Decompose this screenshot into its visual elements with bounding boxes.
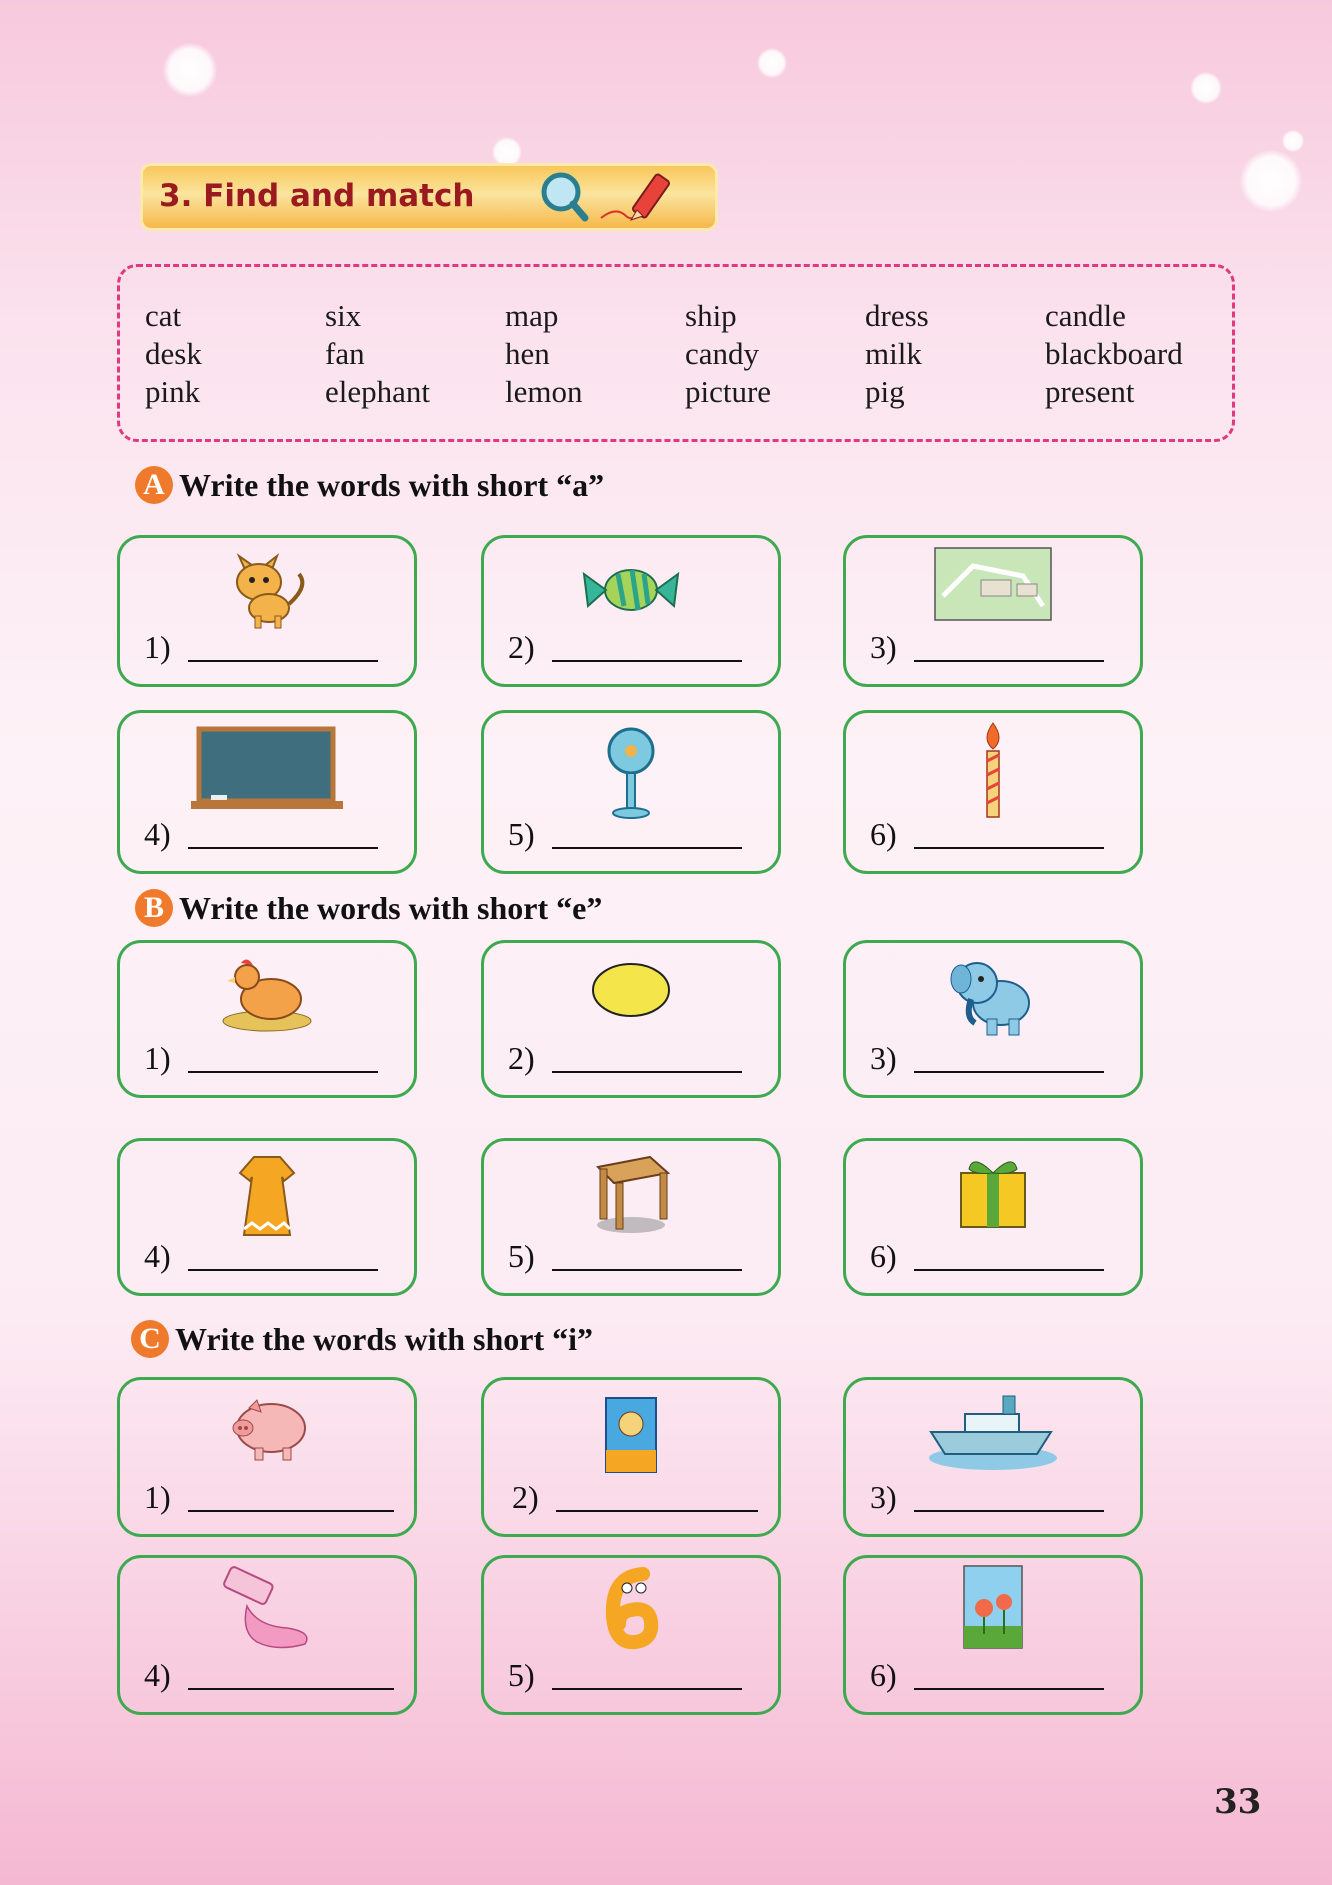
answer-card [843,940,1143,1098]
answer-card [481,940,781,1098]
item-number: 1) [144,1479,171,1515]
pig-icon [219,1388,315,1468]
dress-icon [232,1153,302,1239]
item-number: 1) [144,1040,171,1076]
item-number: 1) [144,629,171,665]
magnifier-pencil-icon [531,166,701,228]
word-dress: dress [865,298,929,333]
answer-card [843,535,1143,687]
item-number: 5) [508,1238,535,1274]
answer-blank[interactable] [914,1269,1104,1271]
word-desk: desk [145,336,202,371]
answer-card [117,535,417,687]
answer-blank[interactable] [556,1510,758,1512]
item-number: 6) [870,816,897,852]
word-six: six [325,298,362,333]
answer-blank[interactable] [552,1688,742,1690]
blackboard-icon [189,725,345,811]
answer-blank[interactable] [188,1688,394,1690]
item-number: 4) [144,1238,171,1274]
section-badge: C [131,1320,169,1358]
answer-blank[interactable] [914,847,1104,849]
hen-icon [219,951,315,1035]
section-c-heading [131,1320,593,1358]
answer-blank[interactable] [188,660,378,662]
page-number: 33 [1214,1782,1262,1822]
item-number: 6) [870,1238,897,1274]
candle-icon [973,721,1013,821]
pink-paint-icon [217,1566,317,1650]
word-milk: milk [865,336,922,371]
desk-icon [588,1153,674,1235]
answer-card [117,1555,417,1715]
word-lemon: lemon [505,374,583,409]
map-icon [933,546,1053,622]
answer-blank[interactable] [188,1071,378,1073]
answer-blank[interactable] [552,847,742,849]
section-instruction: Write the words with short “i” [175,1320,594,1357]
answer-card [843,710,1143,874]
word-candy: candy [685,336,760,371]
section-a-heading [135,466,604,504]
answer-card [481,1555,781,1715]
answer-card [117,1138,417,1296]
answer-card [843,1555,1143,1715]
answer-blank[interactable] [552,660,742,662]
answer-card [843,1138,1143,1296]
word-bank-row [145,335,1225,373]
item-number: 3) [870,1040,897,1076]
bubble-decoration [163,43,217,97]
word-map: map [505,298,559,333]
elephant-icon [943,951,1043,1039]
answer-card [117,710,417,874]
bubble-decoration [757,48,787,78]
ship-icon [925,1392,1061,1474]
answer-blank[interactable] [914,660,1104,662]
answer-blank[interactable] [914,1510,1104,1512]
item-number: 4) [144,1657,171,1693]
answer-blank[interactable] [188,1510,394,1512]
fan-icon [596,725,666,821]
bubble-decoration [492,137,522,167]
item-number: 2) [508,629,535,665]
answer-blank[interactable] [552,1269,742,1271]
word-cat: cat [145,298,182,333]
lemon-icon [589,957,673,1023]
word-bank [117,264,1235,442]
item-number: 3) [870,1479,897,1515]
word-candle: candle [1045,298,1126,333]
section-badge: A [135,466,173,504]
answer-card [481,1377,781,1537]
answer-blank[interactable] [914,1071,1104,1073]
candy-icon [576,546,686,630]
word-blackboard: blackboard [1045,336,1183,371]
item-number: 2) [512,1479,539,1515]
item-number: 5) [508,1657,535,1693]
section-instruction: Write the words with short “a” [179,466,605,503]
title-banner [143,166,715,228]
answer-card [481,535,781,687]
word-pig: pig [865,374,905,409]
word-fan: fan [325,336,365,371]
answer-blank[interactable] [188,1269,378,1271]
item-number: 4) [144,816,171,852]
item-number: 5) [508,816,535,852]
answer-blank[interactable] [914,1688,1104,1690]
word-elephant: elephant [325,374,431,409]
answer-blank[interactable] [552,1071,742,1073]
picture-icon [962,1564,1024,1650]
milk-icon [598,1390,664,1474]
bubble-decoration [1240,150,1302,212]
word-picture: picture [685,374,772,409]
section-badge: B [135,889,173,927]
page-title: 3. Find and match [159,178,475,214]
item-number: 2) [508,1040,535,1076]
answer-card [117,940,417,1098]
answer-card [481,1138,781,1296]
word-bank-row [145,297,1225,335]
answer-blank[interactable] [188,847,378,849]
bubble-decoration [1190,72,1222,104]
section-instruction: Write the words with short “e” [179,889,603,926]
answer-card [117,1377,417,1537]
word-bank-row [145,373,1225,411]
answer-card [481,710,781,874]
answer-card [843,1377,1143,1537]
bubble-decoration [1282,130,1304,152]
section-b-heading [135,889,602,927]
item-number: 3) [870,629,897,665]
present-icon [955,1151,1031,1231]
item-number: 6) [870,1657,897,1693]
word-ship: ship [685,298,737,333]
six-icon [591,1566,671,1650]
word-pink: pink [145,374,201,409]
word-present: present [1045,374,1135,409]
word-hen: hen [505,336,550,371]
cat-icon [219,546,315,630]
